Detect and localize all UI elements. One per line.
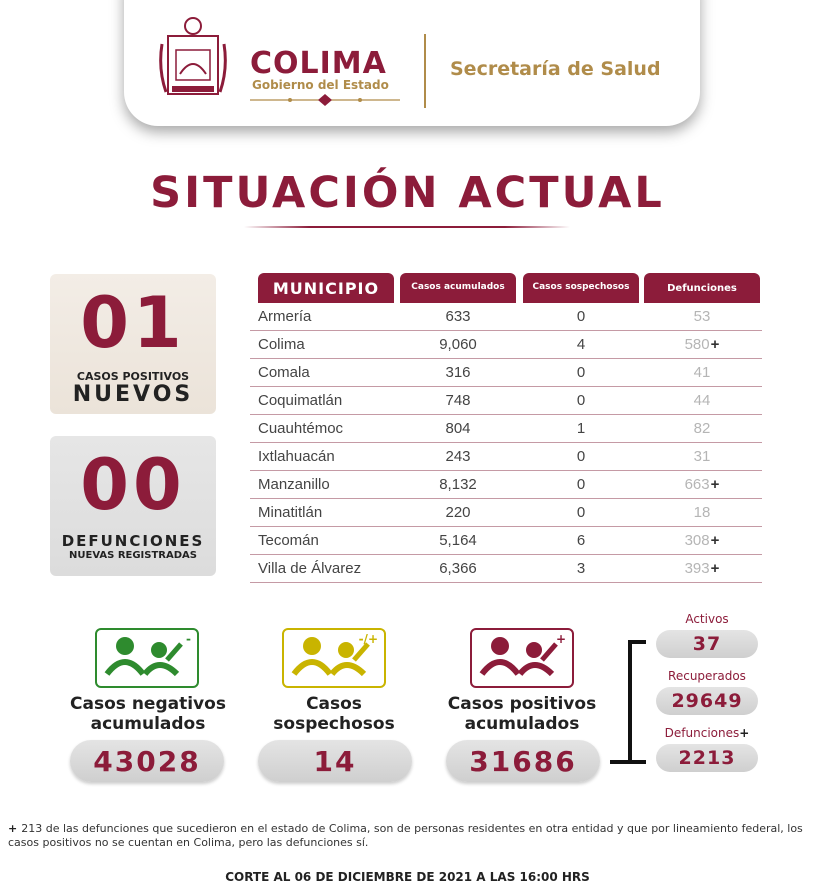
table-row: [250, 443, 762, 471]
header-casos-sospechosos: Casos sospechosos: [523, 273, 639, 303]
cell-casos-acumulados: 220: [445, 504, 471, 521]
suspected-cases-icon: [282, 628, 386, 688]
cell-defunciones: [644, 560, 760, 577]
cell-defunciones-value: 53: [693, 308, 711, 325]
cell-municipio: Coquimatlán: [258, 392, 343, 409]
deaths-label-text: Defunciones: [664, 726, 740, 740]
table-row: [250, 471, 762, 499]
positive-cases-label-line2: acumulados: [464, 714, 580, 735]
positive-sign: +: [555, 632, 566, 646]
cell-defunciones: [644, 532, 760, 549]
new-deaths-sublabel: NUEVAS REGISTRADAS: [69, 550, 197, 561]
positive-cases-label-line1: Casos positivos: [447, 694, 597, 714]
header-municipio: MUNICIPIO: [258, 273, 394, 303]
footnote-text: 213 de las defunciones que sucedieron en el estado de Colima, son de personas residentes en otra entidad y que por lineamiento federal, los casos positivos no se cuentan en Colima, pero las defunciones sí.: [8, 822, 803, 850]
cell-casos-acumulados: 9,060: [439, 336, 477, 353]
bracket-vertical: [628, 642, 632, 762]
cell-casos-acumulados: 633: [445, 308, 471, 325]
negative-cases-label-line2: acumulados: [90, 714, 206, 735]
cell-casos-sospechosos: 0: [576, 364, 586, 381]
cell-defunciones-value: 41: [693, 364, 711, 381]
suspected-sign: -/+: [358, 632, 378, 646]
active-label: Activos: [685, 612, 729, 626]
cell-casos-acumulados: 6,366: [439, 560, 477, 577]
footnote-mark: +: [8, 822, 18, 835]
footnote: [8, 822, 813, 851]
table-row: [250, 331, 762, 359]
deaths-label: [656, 726, 758, 740]
table-row: [250, 555, 762, 583]
cell-casos-acumulados: 316: [445, 364, 471, 381]
cell-municipio: Minatitlán: [258, 504, 323, 521]
cell-defunciones: [644, 336, 760, 353]
department-name: Secretaría de Salud: [450, 58, 661, 80]
new-deaths-label: DEFUNCIONES: [61, 532, 205, 550]
cell-municipio: Armería: [258, 308, 312, 325]
cell-casos-acumulados: 5,164: [439, 532, 477, 549]
cell-casos-acumulados: 8,132: [439, 476, 477, 493]
new-deaths-box: [50, 436, 216, 576]
suspected-cases-label: [254, 694, 414, 735]
new-positive-cases-sublabel: NUEVOS: [72, 382, 194, 407]
cell-municipio: Villa de Álvarez: [258, 560, 362, 577]
new-positive-cases-label: CASOS POSITIVOS: [76, 370, 190, 383]
cell-defunciones-mark: +: [710, 476, 720, 493]
active-value: 37: [656, 630, 758, 658]
suspected-cases-label-line2: sospechosos: [273, 714, 395, 735]
cell-municipio: Colima: [258, 336, 305, 353]
municipality-table: [250, 273, 762, 583]
recovered-label: Recuperados: [668, 669, 746, 683]
table-row: [250, 415, 762, 443]
cutoff-date: CORTE AL 06 DE DICIEMBRE DE 2021 A LAS 16:00 HRS: [225, 870, 590, 884]
brand-subtitle: Gobierno del Estado: [252, 78, 389, 92]
new-deaths-count: 00: [80, 444, 186, 526]
cell-casos-sospechosos: 0: [576, 392, 586, 409]
cell-casos-sospechosos: 0: [576, 308, 586, 325]
positive-cases-value: 31686: [446, 740, 600, 782]
cell-defunciones-value: 308: [684, 532, 710, 549]
cell-casos-sospechosos: 6: [576, 532, 586, 549]
cell-defunciones-mark: +: [710, 336, 720, 353]
bracket-bottom: [610, 760, 646, 764]
suspected-cases-label-line1: Casos: [306, 694, 362, 714]
deaths-value: 2213: [656, 744, 758, 772]
cell-municipio: Cuauhtémoc: [258, 420, 344, 437]
cell-defunciones-value: 31: [693, 448, 711, 465]
negative-cases-icon: [95, 628, 199, 688]
table-row: [250, 527, 762, 555]
cell-municipio: Ixtlahuacán: [258, 448, 335, 465]
table-row: [250, 359, 762, 387]
table-row: [250, 499, 762, 527]
state-seal-logo: [158, 14, 228, 102]
cell-defunciones-mark: +: [710, 560, 720, 577]
cell-defunciones: [644, 504, 760, 521]
negative-cases-value: 43028: [70, 740, 224, 782]
cell-defunciones-value: 580: [684, 336, 710, 353]
cell-casos-sospechosos: 3: [576, 560, 586, 577]
positive-cases-label: [432, 694, 612, 735]
cell-defunciones: [644, 420, 760, 437]
cell-casos-acumulados: 748: [445, 392, 471, 409]
cell-casos-sospechosos: 0: [576, 476, 586, 493]
page-title: SITUACIÓN ACTUAL: [150, 168, 665, 218]
title-underline: [244, 226, 570, 228]
cell-defunciones: [644, 392, 760, 409]
negative-cases-label-line1: Casos negativos: [70, 694, 226, 714]
cell-defunciones: [644, 364, 760, 381]
cell-municipio: Manzanillo: [258, 476, 330, 493]
new-positive-cases-count: 01: [80, 282, 186, 364]
cell-municipio: Tecomán: [258, 532, 319, 549]
cell-casos-acumulados: 804: [445, 420, 471, 437]
cell-casos-sospechosos: 0: [576, 504, 586, 521]
cell-defunciones-mark: +: [710, 532, 720, 549]
cell-casos-sospechosos: 0: [576, 448, 586, 465]
header-casos-acumulados: Casos acumulados: [400, 273, 516, 303]
cell-municipio: Comala: [258, 364, 310, 381]
header-divider: [424, 34, 426, 108]
table-row: [250, 303, 762, 331]
new-positive-cases-box: [50, 274, 216, 414]
cell-defunciones-value: 393: [684, 560, 710, 577]
cell-casos-sospechosos: 4: [576, 336, 586, 353]
suspected-cases-value: 14: [258, 740, 412, 782]
cell-defunciones-value: 663: [684, 476, 710, 493]
table-row: [250, 387, 762, 415]
negative-cases-label: [58, 694, 238, 735]
header-card: [124, 0, 700, 126]
brand-name: COLIMA: [250, 46, 387, 81]
cell-defunciones-value: 82: [693, 420, 711, 437]
table-header: [250, 273, 762, 303]
recovered-value: 29649: [656, 687, 758, 715]
cell-defunciones: [644, 448, 760, 465]
cell-defunciones-value: 18: [693, 504, 711, 521]
header-defunciones: Defunciones: [644, 273, 760, 303]
cell-casos-acumulados: 243: [445, 448, 471, 465]
cell-casos-sospechosos: 1: [576, 420, 586, 437]
ornament-divider: [250, 94, 400, 106]
cell-defunciones: [644, 308, 760, 325]
cell-defunciones-value: 44: [693, 392, 711, 409]
negative-sign: -: [186, 632, 191, 646]
cell-defunciones: [644, 476, 760, 493]
deaths-label-mark: +: [739, 726, 750, 740]
positive-cases-icon: [470, 628, 574, 688]
